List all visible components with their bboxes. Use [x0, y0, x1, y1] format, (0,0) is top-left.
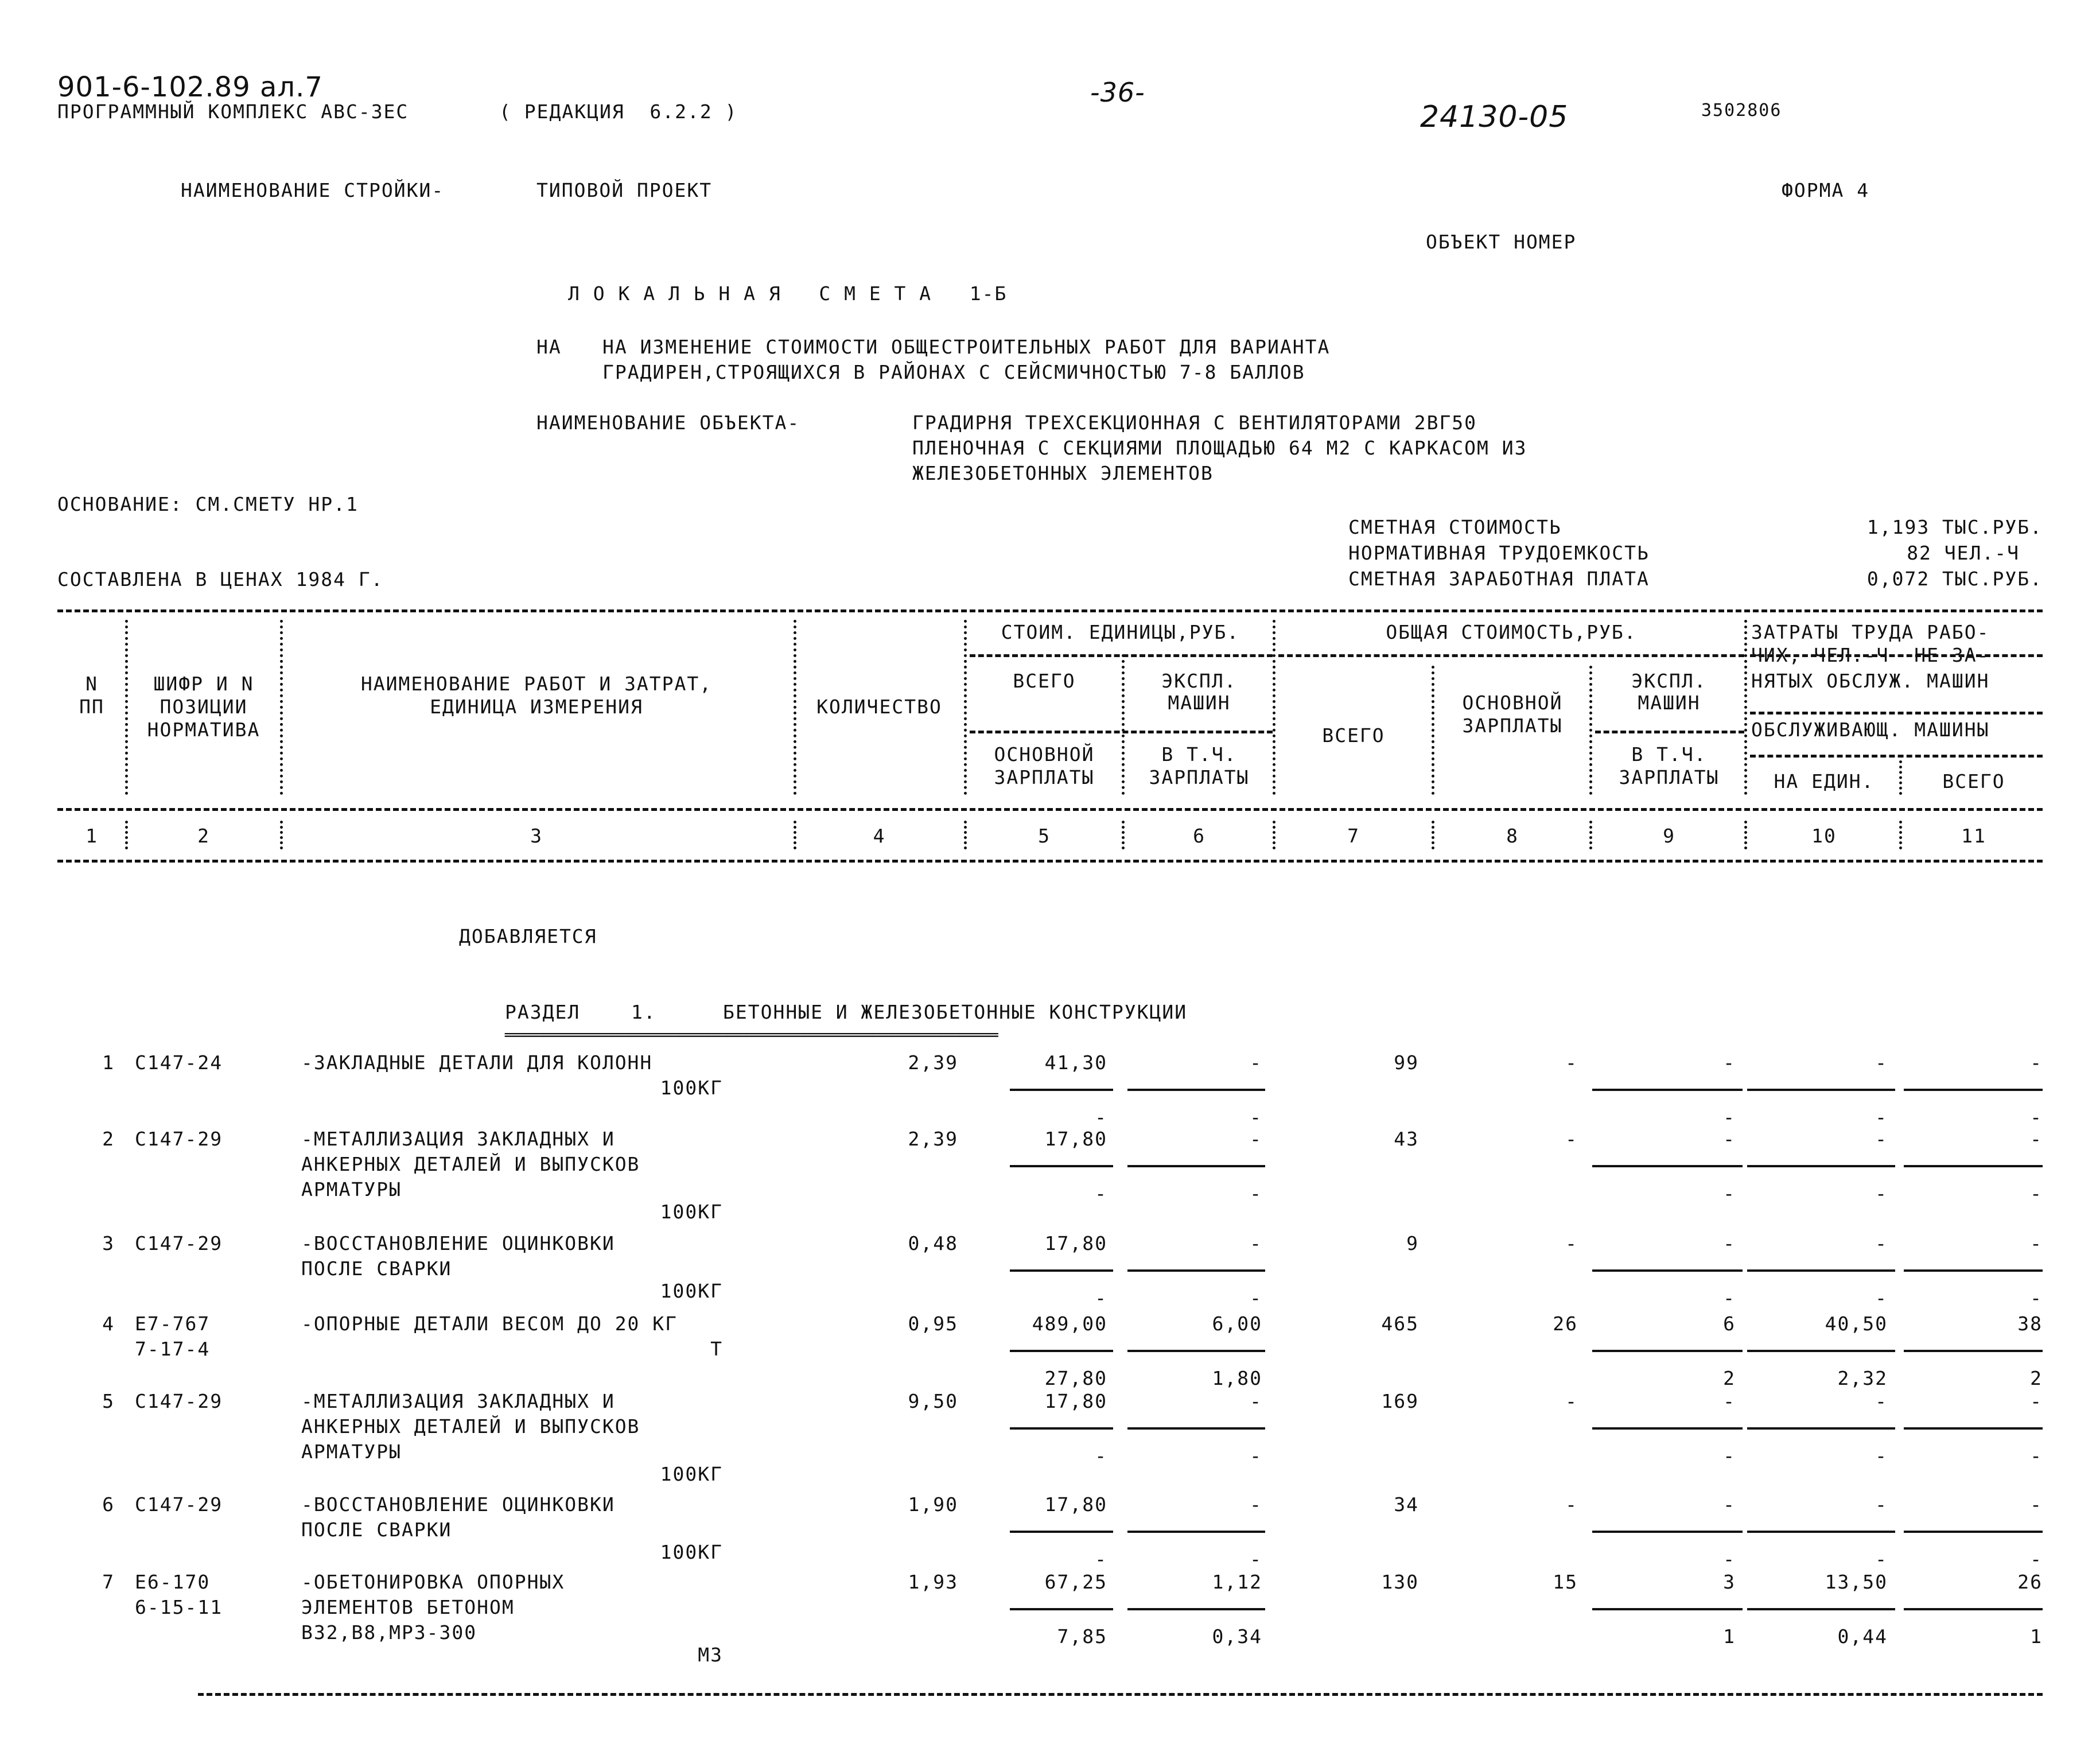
row-total-machines: -: [1723, 1128, 1736, 1150]
row-work-name: АРМАТУРЫ: [301, 1440, 402, 1463]
row-code: С147-29: [135, 1128, 223, 1150]
row-total-cost: 130: [1381, 1571, 1419, 1593]
row-total-cost: 465: [1381, 1312, 1419, 1335]
col-number: 3: [530, 825, 543, 847]
row-total-wage: -: [1565, 1493, 1578, 1516]
row-total-wage: -: [1565, 1128, 1578, 1150]
header-inner-rule: [970, 731, 1273, 733]
col-number: 5: [1038, 825, 1051, 847]
row-unit-incl-wage: 0,34: [1212, 1625, 1262, 1648]
header-divider: [1744, 821, 1747, 849]
section-label: РАЗДЕЛ: [505, 1001, 581, 1023]
row-total-wage: -: [1565, 1051, 1578, 1074]
row-labor-machines-per-unit: -: [1875, 1106, 1888, 1128]
row-work-name: -ОБЕТОНИРОВКА ОПОРНЫХ: [301, 1571, 565, 1593]
row-divider: [1010, 1165, 1113, 1167]
row-labor-machines-total: 2: [2030, 1367, 2043, 1389]
total-cost-incl-wage-header-2: ЗАРПЛАТЫ: [1619, 766, 1720, 789]
handwritten-code: 24130-05: [1420, 100, 1569, 134]
section-name: БЕТОННЫЕ И ЖЕЛЕЗОБЕТОННЫЕ КОНСТРУКЦИИ: [723, 1001, 1188, 1023]
row-labor-machines-per-unit: -: [1875, 1444, 1888, 1467]
row-divider: [1010, 1531, 1113, 1533]
header-divider: [1273, 620, 1275, 795]
document-code: 901-6-102.89 ал.7: [57, 71, 323, 103]
row-total-cost: 43: [1394, 1128, 1419, 1150]
row-labor-per-unit: 40,50: [1825, 1312, 1888, 1335]
row-labor-total: 26: [2017, 1571, 2043, 1593]
summary-label-wages: СМЕТНАЯ ЗАРАБОТНАЯ ПЛАТА: [1348, 568, 1650, 590]
row-divider: [1127, 1531, 1265, 1533]
row-labor-machines-total: 1: [2030, 1625, 2043, 1648]
row-unit-cost-machines: -: [1250, 1128, 1262, 1150]
purpose-prefix: НА: [536, 336, 562, 358]
col-n-header-2: ПП: [79, 696, 104, 718]
row-divider: [1904, 1089, 2043, 1091]
row-labor-machines-total: -: [2030, 1287, 2043, 1309]
row-divider: [1747, 1427, 1895, 1430]
summary-value-wages: 0,072 ТЫС.РУБ.: [1866, 568, 2043, 590]
row-unit-cost-total: 489,00: [1032, 1312, 1107, 1335]
row-unit-wage: -: [1095, 1287, 1107, 1309]
row-unit-incl-wage: 1,80: [1212, 1367, 1262, 1389]
object-number-label: ОБЪЕКТ НОМЕР: [1426, 231, 1577, 253]
header-divider: [1899, 821, 1902, 849]
row-unit-incl-wage: -: [1250, 1287, 1262, 1309]
row-total-cost: 9: [1406, 1232, 1419, 1255]
col-qty-header: КОЛИЧЕСТВО: [816, 696, 942, 718]
row-labor-total: -: [2030, 1051, 2043, 1074]
row-total-machines: -: [1723, 1390, 1736, 1412]
row-divider: [1904, 1269, 2043, 1272]
row-unit-cost-total: 67,25: [1044, 1571, 1107, 1593]
row-unit: М3: [698, 1644, 723, 1666]
row-work-name: -ВОССТАНОВЛЕНИЕ ОЦИНКОВКИ: [301, 1493, 615, 1516]
row-work-name: АНКЕРНЫХ ДЕТАЛЕЙ И ВЫПУСКОВ: [301, 1415, 640, 1438]
header-divider: [1122, 654, 1125, 795]
row-total-wage: -: [1565, 1390, 1578, 1412]
row-labor-machines-total: -: [2030, 1182, 2043, 1205]
row-divider: [1592, 1269, 1743, 1272]
row-labor-per-unit: -: [1875, 1390, 1888, 1412]
row-unit-cost-total: 17,80: [1044, 1232, 1107, 1255]
section-number: 1.: [631, 1001, 656, 1023]
row-total-incl-wage: 1: [1723, 1625, 1736, 1648]
row-unit: 100КГ: [660, 1201, 723, 1223]
row-work-name: -ВОССТАНОВЛЕНИЕ ОЦИНКОВКИ: [301, 1232, 615, 1255]
construction-label: НАИМЕНОВАНИЕ СТРОЙКИ-: [181, 179, 445, 201]
col-name-header-2: ЕДИНИЦА ИЗМЕРЕНИЯ: [430, 696, 643, 718]
row-divider: [1127, 1427, 1265, 1430]
header-divider: [1744, 620, 1747, 795]
row-unit-incl-wage: -: [1250, 1444, 1262, 1467]
row-number: 4: [102, 1312, 115, 1335]
row-unit-wage: -: [1095, 1548, 1107, 1570]
row-total-machines: 6: [1723, 1312, 1736, 1335]
total-cost-machines-header: ЭКСПЛ.: [1631, 670, 1707, 692]
summary-value-cost: 1,193 ТЫС.РУБ.: [1866, 516, 2043, 538]
header-inner-rule: [1750, 755, 2043, 758]
row-unit-cost-total: 17,80: [1044, 1128, 1107, 1150]
labor-total-header: ВСЕГО: [1942, 770, 2005, 793]
header-divider: [1589, 821, 1592, 849]
row-divider: [1127, 1089, 1265, 1091]
row-number: 6: [102, 1493, 115, 1516]
col-code-header-2: ПОЗИЦИИ: [160, 696, 248, 718]
object-line-2: ПЛЕНОЧНАЯ С СЕКЦИЯМИ ПЛОЩАДЬЮ 64 М2 С КАРКАСОМ ИЗ: [912, 437, 1527, 459]
row-code: С147-24: [135, 1051, 223, 1074]
row-code: С147-29: [135, 1232, 223, 1255]
header-divider: [125, 620, 128, 795]
object-line-1: ГРАДИРНЯ ТРЕХСЕКЦИОННАЯ С ВЕНТИЛЯТОРАМИ 2ВГ50: [912, 411, 1477, 434]
row-unit: 100КГ: [660, 1280, 723, 1302]
header-inner-rule: [1278, 654, 1744, 657]
total-cost-header: ОБЩАЯ СТОИМОСТЬ,РУБ.: [1386, 621, 1637, 643]
row-quantity: 1,93: [908, 1571, 958, 1593]
header-inner-rule: [1595, 731, 1744, 733]
row-divider: [1010, 1089, 1113, 1091]
unit-cost-wage-header: ОСНОВНОЙ: [994, 743, 1095, 766]
col-code-header-3: НОРМАТИВА: [147, 719, 260, 741]
row-labor-machines-total: -: [2030, 1444, 2043, 1467]
header-divider: [280, 620, 283, 795]
header-divider: [794, 620, 796, 795]
row-unit-cost-machines: -: [1250, 1051, 1262, 1074]
row-number: 3: [102, 1232, 115, 1255]
row-labor-machines-total: -: [2030, 1548, 2043, 1570]
row-divider: [1127, 1350, 1265, 1352]
col-name-header: НАИМЕНОВАНИЕ РАБОТ И ЗАТРАТ,: [360, 673, 713, 695]
page-number: -36-: [1090, 77, 1145, 108]
row-unit-cost-machines: -: [1250, 1232, 1262, 1255]
row-unit-cost-total: 17,80: [1044, 1493, 1107, 1516]
labor-header: ЗАТРАТЫ ТРУДА РАБО-: [1751, 621, 1990, 643]
row-divider: [1592, 1608, 1743, 1610]
col-number: 11: [1961, 825, 1986, 847]
row-quantity: 2,39: [908, 1128, 958, 1150]
labor-header-3: НЯТЫХ ОБСЛУЖ. МАШИН: [1751, 670, 1990, 692]
total-cost-wage-header-2: ЗАРПЛАТЫ: [1462, 714, 1563, 737]
added-label: ДОБАВЛЯЕТСЯ: [459, 925, 597, 947]
row-labor-machines-per-unit: -: [1875, 1182, 1888, 1205]
header-divider: [280, 821, 283, 849]
row-labor-total: 38: [2017, 1312, 2043, 1335]
row-divider: [1747, 1089, 1895, 1091]
unit-cost-total-header: ВСЕГО: [1013, 670, 1076, 692]
header-divider: [1273, 821, 1275, 849]
row-divider: [1127, 1165, 1265, 1167]
row-total-machines: -: [1723, 1493, 1736, 1516]
header-divider: [125, 821, 128, 849]
unit-cost-wage-header-2: ЗАРПЛАТЫ: [994, 766, 1095, 789]
object-label: НАИМЕНОВАНИЕ ОБЪЕКТА-: [536, 411, 800, 434]
row-total-incl-wage: -: [1723, 1548, 1736, 1570]
row-total-wage: 15: [1553, 1571, 1578, 1593]
summary-value-labor: 82 ЧЕЛ.-Ч: [1907, 542, 2020, 564]
row-divider: [1127, 1269, 1265, 1272]
header-divider: [964, 620, 967, 795]
purpose-line-1: НА ИЗМЕНЕНИЕ СТОИМОСТИ ОБЩЕСТРОИТЕЛЬНЫХ РАБОТ ДЛЯ ВАРИАНТА: [602, 336, 1331, 358]
row-total-cost: 99: [1394, 1051, 1419, 1074]
row-code: 7-17-4: [135, 1338, 211, 1360]
unit-cost-header: СТОИМ. ЕДИНИЦЫ,РУБ.: [1001, 621, 1240, 643]
row-divider: [1592, 1350, 1743, 1352]
row-labor-per-unit: -: [1875, 1493, 1888, 1516]
price-base-text: СОСТАВЛЕНА В ЦЕНАХ 1984 Г.: [57, 568, 384, 591]
labor-per-unit-header: НА ЕДИН.: [1774, 770, 1875, 793]
row-divider: [1592, 1531, 1743, 1533]
row-labor-total: -: [2030, 1232, 2043, 1255]
row-work-name: ПОСЛЕ СВАРКИ: [301, 1257, 452, 1280]
row-unit: Т: [710, 1338, 723, 1360]
unit-cost-incl-wage-header-2: ЗАРПЛАТЫ: [1149, 766, 1250, 789]
total-cost-wage-header: ОСНОВНОЙ: [1462, 692, 1563, 714]
row-unit-cost-total: 41,30: [1044, 1051, 1107, 1074]
row-divider: [1747, 1269, 1895, 1272]
labor-machines-header: ОБСЛУЖИВАЮЩ. МАШИНЫ: [1751, 719, 1990, 741]
row-total-machines: 3: [1723, 1571, 1736, 1593]
row-divider: [1904, 1608, 2043, 1610]
construction-value: ТИПОВОЙ ПРОЕКТ: [536, 179, 713, 201]
header-divider: [1122, 821, 1125, 849]
header-divider: [1899, 760, 1902, 795]
purpose-line-2: ГРАДИРЕН,СТРОЯЩИХСЯ В РАЙОНАХ С СЕЙСМИЧНОСТЬЮ 7-8 БАЛЛОВ: [602, 361, 1305, 383]
row-work-name: ПОСЛЕ СВАРКИ: [301, 1519, 452, 1541]
row-total-cost: 34: [1394, 1493, 1419, 1516]
col-number: 8: [1506, 825, 1519, 847]
row-work-name: -ЗАКЛАДНЫЕ ДЕТАЛИ ДЛЯ КОЛОНН: [301, 1051, 653, 1074]
row-unit-cost-machines: -: [1250, 1390, 1262, 1412]
unit-cost-machines-header-2: МАШИН: [1168, 692, 1231, 714]
row-labor-total: -: [2030, 1390, 2043, 1412]
row-quantity: 9,50: [908, 1390, 958, 1412]
unit-cost-incl-wage-header: В Т.Ч.: [1161, 743, 1237, 766]
total-cost-all-header: ВСЕГО: [1322, 724, 1385, 747]
header-divider: [1589, 666, 1592, 795]
row-labor-total: -: [2030, 1493, 2043, 1516]
row-unit: 100КГ: [660, 1463, 723, 1485]
col-number: 6: [1193, 825, 1205, 847]
row-labor-total: -: [2030, 1128, 2043, 1150]
row-total-wage: 26: [1553, 1312, 1578, 1335]
row-labor-per-unit: -: [1875, 1232, 1888, 1255]
header-inner-rule: [1750, 712, 2043, 714]
row-total-machines: -: [1723, 1051, 1736, 1074]
row-work-name: -ОПОРНЫЕ ДЕТАЛИ ВЕСОМ ДО 20 КГ: [301, 1312, 678, 1335]
section-underline: ═══════════════════════════════════════════════════: [505, 1026, 998, 1044]
col-number: 1: [85, 825, 98, 847]
row-work-name: -МЕТАЛЛИЗАЦИЯ ЗАКЛАДНЫХ И: [301, 1128, 615, 1150]
row-labor-machines-per-unit: 0,44: [1837, 1625, 1888, 1648]
row-code: С147-29: [135, 1493, 223, 1516]
row-divider: [1904, 1165, 2043, 1167]
row-work-name: В32,В8,МРЗ-300: [301, 1621, 477, 1644]
col-number: 2: [197, 825, 210, 847]
row-total-machines: -: [1723, 1232, 1736, 1255]
estimate-title: Л О К А Л Ь Н А Я С М Е Т А 1-Б: [568, 282, 1008, 305]
object-line-3: ЖЕЛЕЗОБЕТОННЫХ ЭЛЕМЕНТОВ: [912, 462, 1214, 484]
row-unit-wage: -: [1095, 1182, 1107, 1205]
col-n-header: N: [85, 673, 98, 695]
row-divider: [1904, 1427, 2043, 1430]
row-labor-machines-per-unit: 2,32: [1837, 1367, 1888, 1389]
basis-text: ОСНОВАНИЕ: СМ.СМЕТУ НР.1: [57, 493, 359, 515]
total-cost-incl-wage-header: В Т.Ч.: [1631, 743, 1707, 766]
header-divider: [1432, 821, 1434, 849]
row-unit-cost-total: 17,80: [1044, 1390, 1107, 1412]
row-unit-incl-wage: -: [1250, 1106, 1262, 1128]
row-unit-cost-machines: 1,12: [1212, 1571, 1262, 1593]
col-number: 9: [1663, 825, 1675, 847]
table-bottom-rule: [198, 1693, 2043, 1696]
row-quantity: 0,48: [908, 1232, 958, 1255]
form-label: ФОРМА 4: [1782, 179, 1870, 201]
row-unit-wage: 27,80: [1044, 1367, 1107, 1389]
program-name: ПРОГРАММНЫЙ КОМПЛЕКС АВС-3ЕС: [57, 100, 409, 123]
row-divider: [1747, 1165, 1895, 1167]
row-divider: [1747, 1350, 1895, 1352]
row-labor-per-unit: -: [1875, 1051, 1888, 1074]
row-quantity: 2,39: [908, 1051, 958, 1074]
row-divider: [1747, 1608, 1895, 1610]
row-divider: [1747, 1531, 1895, 1533]
row-number: 5: [102, 1390, 115, 1412]
row-total-incl-wage: -: [1723, 1106, 1736, 1128]
row-labor-per-unit: 13,50: [1825, 1571, 1888, 1593]
row-labor-machines-per-unit: -: [1875, 1548, 1888, 1570]
header-divider: [964, 821, 967, 849]
total-cost-machines-header-2: МАШИН: [1638, 692, 1701, 714]
row-divider: [1127, 1608, 1265, 1610]
labor-header-2: ЧИХ, ЧЕЛ.-Ч НЕ ЗА-: [1751, 644, 1990, 666]
col-code-header: ШИФР И N: [153, 673, 254, 695]
row-number: 2: [102, 1128, 115, 1150]
row-total-incl-wage: -: [1723, 1287, 1736, 1309]
col-number: 10: [1811, 825, 1837, 847]
row-unit-cost-machines: 6,00: [1212, 1312, 1262, 1335]
row-unit-wage: -: [1095, 1444, 1107, 1467]
row-labor-machines-total: -: [2030, 1106, 2043, 1128]
row-work-name: ЭЛЕМЕНТОВ БЕТОНОМ: [301, 1596, 515, 1618]
row-code: Е6-170: [135, 1571, 211, 1593]
row-work-name: АРМАТУРЫ: [301, 1178, 402, 1201]
col-number: 7: [1347, 825, 1360, 847]
row-labor-machines-per-unit: -: [1875, 1287, 1888, 1309]
row-divider: [1592, 1427, 1743, 1430]
row-divider: [1592, 1165, 1743, 1167]
row-unit: 100КГ: [660, 1077, 723, 1099]
row-number: 7: [102, 1571, 115, 1593]
header-bottom-rule: [57, 860, 2043, 863]
row-code: Е7-767: [135, 1312, 211, 1335]
row-code: С147-29: [135, 1390, 223, 1412]
header-divider: [794, 821, 796, 849]
row-unit-incl-wage: -: [1250, 1182, 1262, 1205]
header-mid-rule: [57, 808, 2043, 811]
row-quantity: 0,95: [908, 1312, 958, 1335]
header-inner-rule: [970, 654, 1273, 657]
program-edition: ( РЕДАКЦИЯ 6.2.2 ): [499, 100, 738, 123]
row-divider: [1010, 1427, 1113, 1430]
row-number: 1: [102, 1051, 115, 1074]
col-number: 4: [873, 825, 886, 847]
row-divider: [1904, 1350, 2043, 1352]
row-divider: [1010, 1608, 1113, 1610]
row-total-incl-wage: -: [1723, 1444, 1736, 1467]
row-total-wage: -: [1565, 1232, 1578, 1255]
row-divider: [1904, 1531, 2043, 1533]
summary-label-cost: СМЕТНАЯ СТОИМОСТЬ: [1348, 516, 1562, 538]
row-divider: [1592, 1089, 1743, 1091]
header-divider: [1432, 666, 1434, 795]
row-unit-wage: -: [1095, 1106, 1107, 1128]
row-divider: [1010, 1269, 1113, 1272]
row-work-name: АНКЕРНЫХ ДЕТАЛЕЙ И ВЫПУСКОВ: [301, 1153, 640, 1175]
row-labor-per-unit: -: [1875, 1128, 1888, 1150]
unit-cost-machines-header: ЭКСПЛ.: [1161, 670, 1237, 692]
summary-label-labor: НОРМАТИВНАЯ ТРУДОЕМКОСТЬ: [1348, 542, 1650, 564]
row-unit: 100КГ: [660, 1541, 723, 1563]
row-total-cost: 169: [1381, 1390, 1419, 1412]
row-unit-incl-wage: -: [1250, 1548, 1262, 1570]
row-work-name: -МЕТАЛЛИЗАЦИЯ ЗАКЛАДНЫХ И: [301, 1390, 615, 1412]
row-divider: [1010, 1350, 1113, 1352]
row-code: 6-15-11: [135, 1596, 223, 1618]
row-quantity: 1,90: [908, 1493, 958, 1516]
row-total-incl-wage: -: [1723, 1182, 1736, 1205]
row-total-incl-wage: 2: [1723, 1367, 1736, 1389]
document-number: 3502806: [1701, 100, 1782, 121]
row-unit-cost-machines: -: [1250, 1493, 1262, 1516]
header-top-rule: [57, 609, 2043, 612]
row-unit-wage: 7,85: [1057, 1625, 1107, 1648]
